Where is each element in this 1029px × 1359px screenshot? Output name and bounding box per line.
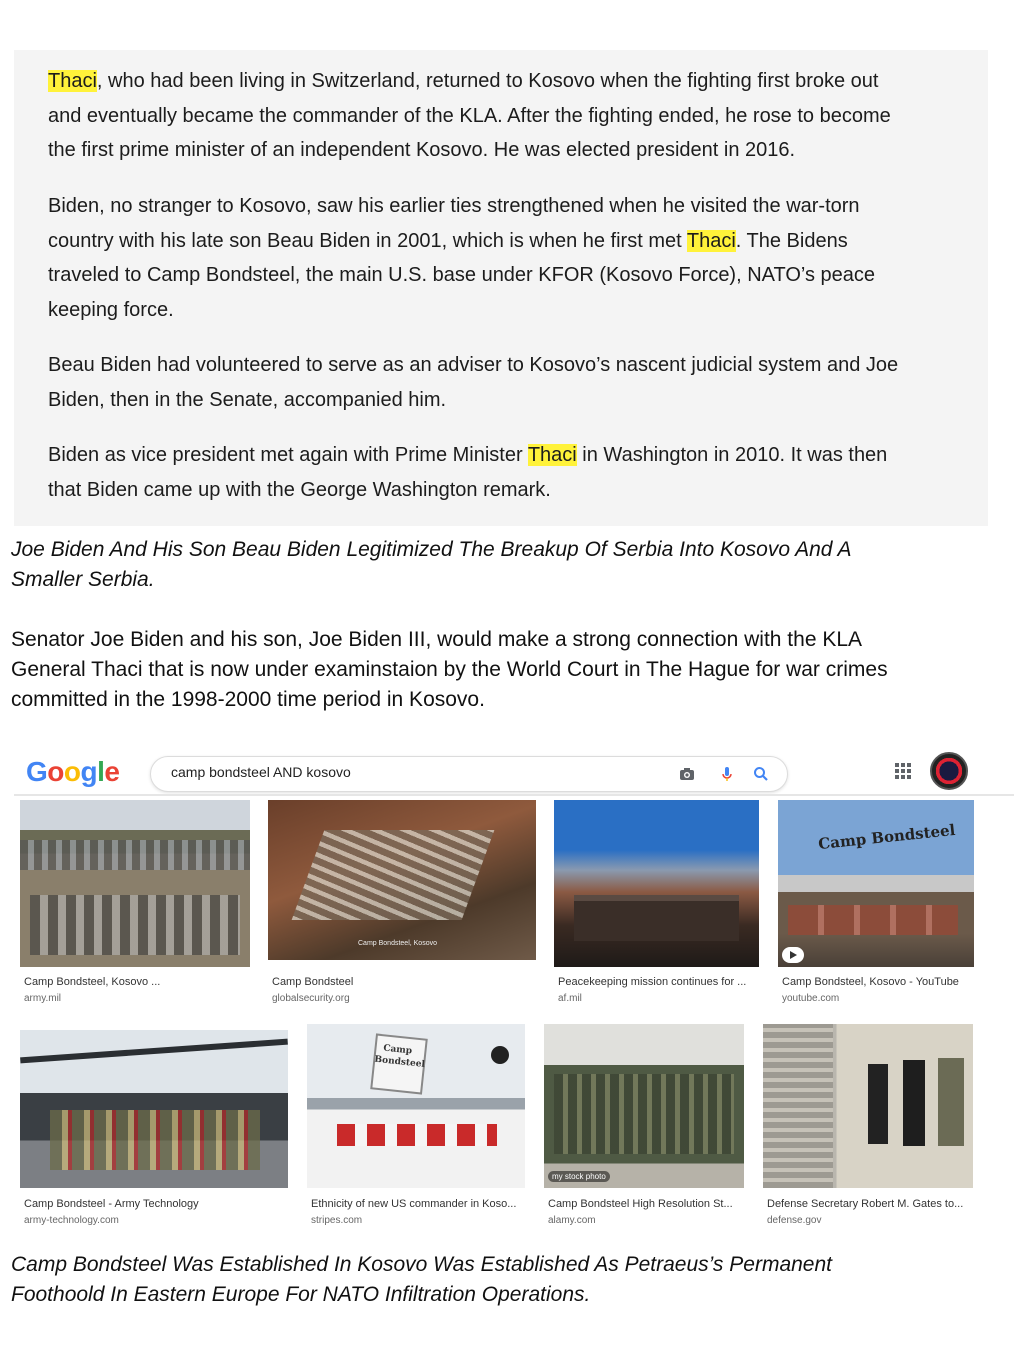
result-title[interactable]: Ethnicity of new US commander in Koso... (311, 1198, 517, 1210)
camp-sign-snow-thumbnail[interactable] (307, 1024, 525, 1188)
highlight-thaci: Thaci (686, 229, 736, 252)
search-box[interactable] (150, 756, 788, 792)
result-source: youtube.com (782, 993, 840, 1004)
stock-photo-badge: my stock photo (548, 1171, 610, 1182)
result-title[interactable]: Defense Secretary Robert M. Gates to... (767, 1198, 964, 1210)
search-icon[interactable] (751, 764, 771, 784)
article-paragraph-4: Biden as vice president met again with Prime Minister Thaci in Washington in 2010. It was then that Biden came up with the George Washington remark. (48, 444, 888, 501)
highlight-thaci: Thaci (48, 70, 97, 92)
helicopter-group-thumbnail[interactable] (20, 1030, 288, 1188)
result-title[interactable]: Camp Bondsteel (272, 976, 354, 988)
thumbnail-overlay-title: Camp Bondsteel (817, 820, 957, 854)
result-source: alamy.com (548, 1215, 596, 1226)
header-divider (14, 794, 1014, 796)
result-title[interactable]: Camp Bondsteel, Kosovo - YouTube (782, 976, 959, 988)
article-paragraph-3: Beau Biden had volunteered to serve as an adviser to Kosovo’s nascent judicial system and Joe Biden, then in the Senate, accompanied him. (48, 354, 899, 411)
result-title[interactable]: Peacekeeping mission continues for ... (558, 976, 747, 988)
result-title[interactable]: Camp Bondsteel, Kosovo ... (24, 976, 161, 988)
result-source: globalsecurity.org (272, 993, 350, 1004)
soldiers-group-thumbnail[interactable] (20, 800, 250, 967)
result-source: army.mil (24, 993, 62, 1004)
search-input[interactable]: camp bondsteel AND kosovo (171, 764, 351, 780)
camp-bondsteel-video-thumbnail[interactable] (778, 800, 974, 967)
caption-camp-bondsteel: Camp Bondsteel Was Established In Kosovo Was Established As Petraeus’s Permanent Foothoold In Eastern Europe For NATO Infiltration Operations. (11, 1253, 832, 1306)
microphone-icon[interactable] (717, 764, 737, 784)
account-avatar[interactable] (930, 752, 968, 790)
apps-grid-icon[interactable] (894, 762, 912, 780)
result-title[interactable]: Camp Bondsteel - Army Technology (24, 1198, 199, 1210)
result-source: stripes.com (311, 1215, 363, 1226)
soldiers-formation-thumbnail[interactable] (544, 1024, 744, 1188)
aerial-camp-thumbnail[interactable] (268, 800, 536, 960)
caption-biden-serbia: Joe Biden And His Son Beau Biden Legitimized The Breakup Of Serbia Into Kosovo And A Smaller Serbia. (11, 538, 852, 591)
article-paragraph-1: Thaci, who had been living in Switzerland, returned to Kosovo when the fighting first broke out and eventually became the commander of the KLA. After the fighting ended, he rose to become the first prime minister of an independent Kosovo. He was elected president in 2016. (48, 70, 891, 161)
google-logo[interactable]: Google (26, 756, 120, 787)
body-paragraph: Senator Joe Biden and his son, Joe Biden III, would make a strong connection with the KLA General Thaci that is now under examinstaion by the World Court in The Hague for war crimes committed in the 1998-2000 time period in Kosovo. (11, 628, 888, 711)
article-paragraph-2: Biden, no stranger to Kosovo, saw his earlier ties strengthened when he visited the war-torn country with his late son Beau Biden in 2001, which is when he first met Thaci. The Bidens traveled to Camp Bondsteel, the main U.S. base under KFOR (Kosovo Force), NATO’s peace keeping force. (48, 195, 876, 321)
barracks-sunset-thumbnail[interactable] (554, 800, 759, 967)
highlight-thaci: Thaci (527, 444, 577, 466)
gates-visit-thumbnail[interactable] (763, 1024, 973, 1188)
result-title[interactable]: Camp Bondsteel High Resolution St... (548, 1198, 733, 1210)
image-watermark: Camp Bondsteel, Kosovo (358, 940, 437, 947)
camera-icon[interactable] (677, 764, 697, 784)
result-source: army-technology.com (24, 1215, 119, 1226)
sign-text: Camp Bondsteel (373, 1043, 426, 1070)
result-source: af.mil (558, 993, 582, 1004)
google-image-search-screenshot (14, 744, 1014, 1244)
play-icon[interactable] (782, 947, 804, 963)
result-source: defense.gov (767, 1215, 822, 1226)
